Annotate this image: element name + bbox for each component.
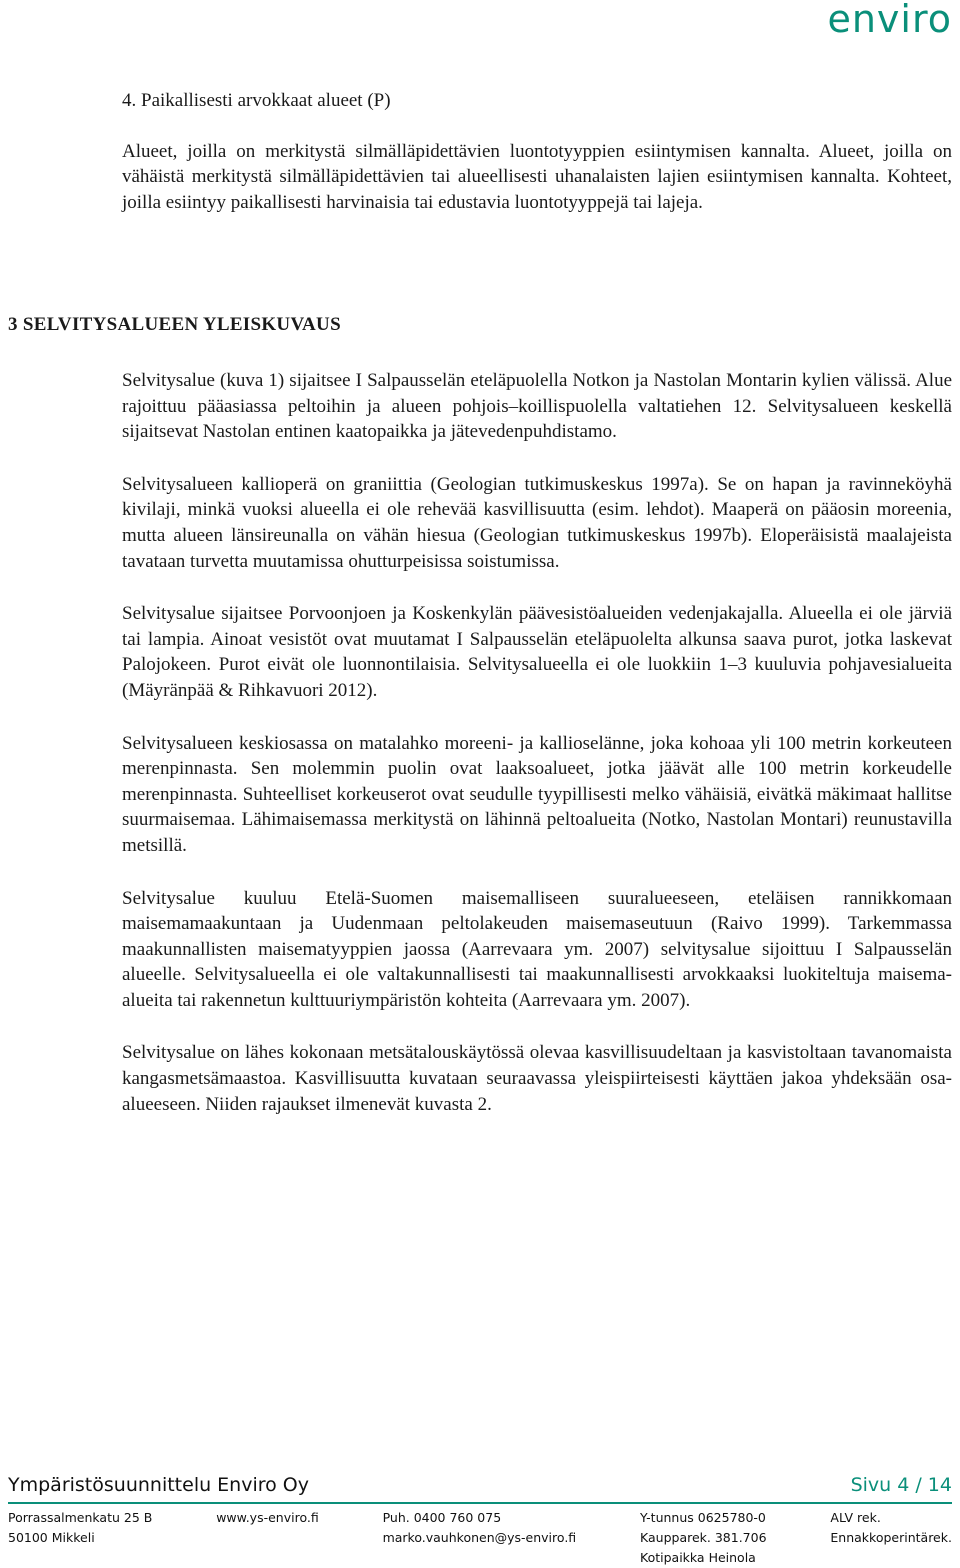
paragraph-topography: Selvitysalueen keskiosassa on matalahko moreeni- ja kallioselänne, joka kohoaa yli 100 metrin korkeuteen merenpinnasta. Sen molemmin puolin ovat laaksoalueet, jotka jäävät alle 100 metrin korkeudelle merenpinnasta. Suhteelliset korkeuserot ovat seudulle tyypillisesti melko vähäisiä, eivätkä mäkimaat hallitse suurmaisemaa. Lähimaisemassa merkitystä on lähinnä peltoalueita (Notko, Nastolan Montari) reunustavilla metsillä. (122, 732, 952, 856)
paragraph-waters: Selvitysalue sijaitsee Porvoonjoen ja Koskenkylän päävesistöalueiden vedenjakajalla. Alueella ei ole järviä tai lampia. Ainoat vesistöt ovat muutamat I Salpausselän eteläpuolelta alkunsa saava purot, jotka laskevat Palojokeen. Purot eivät ole luonnontilaisia. Selvitysalueella ei ole luokkiin 1–3 kuuluvia pohjavesialueita (Mäyränpää & Rihkavuori 2012). (122, 603, 952, 701)
paragraph-valuable-areas: Alueet, joilla on merkitystä silmälläpidettävien luontotyyppien esiintymisen kannalta. Alueet, joilla on vähäistä merkitystä silmälläpidettävien tai alueellisesti uhanalaisten lajien esiintymisen kannalta. Kohteet, joilla esiintyy paikallisesti harvinaisia tai edustavia luontotyyppejä tai lajeja. (122, 140, 952, 213)
page-footer (8, 1474, 952, 1568)
footer-email-link[interactable]: marko.vauhkonen@ys-enviro.fi (382, 1530, 577, 1545)
paragraph-vegetation: Selvitysalue on lähes kokonaan metsätalouskäytössä olevaa kasvillisuudeltaan ja kasvistoltaan tavanomaista kangasmetsämaastoa. Kasvillisuutta kuvataan seuraavassa yleispiirteisesti käyttäen jakoa yhdeksään osa-alueeseen. Niiden rajaukset ilmenevät kuvasta 2. (122, 1042, 952, 1115)
footer-top-row (8, 1474, 952, 1504)
paragraph-location: Selvitysalue (kuva 1) sijaitsee I Salpausselän eteläpuolella Notkon ja Nastolan Montarin kylien välissä. Alue rajoittuu pääasiassa peltoihin ja alueen pohjois–koillispuolella valtatiehen 12. Selvitysalueen keskellä sijaitsevat Nastolan entinen kaatopaikka ja jätevedenpuhdistamo. (122, 370, 952, 443)
footer-tax (830, 1508, 952, 1568)
footer-prepayment: Ennakkoperintärek. (830, 1530, 952, 1545)
paragraph-landscape: Selvitysalue kuuluu Etelä-Suomen maisemalliseen suuralueeseen, eteläisen rannikkomaan maisemamaakuntaan ja Uudenmaan peltolakeuden maisemaseutuun (Raivo 1999). Tarkemmassa maakunnallisten maisematyyppien jaossa (Aarrevaara ym. 2007) selvitysalue sijoittuu I Salpausselän alueelle. Selvitysalueella ei ole valtakunnallisesti tai maakunnallisesti arvokkaaksi luokiteltuja maisema-alueita tai rakennetun kulttuuriympäristön kohteita (Aarrevaara ym. 2007). (122, 887, 952, 1011)
footer-domicile: Kotipaikka Heinola (640, 1550, 756, 1565)
page-number: Sivu 4 / 14 (850, 1474, 952, 1496)
section-3-body (122, 368, 952, 1117)
footer-registry (640, 1508, 767, 1568)
enviro-logo: enviro (827, 0, 952, 41)
footer-phone: Puh. 0400 760 075 (382, 1510, 502, 1525)
document-body (122, 88, 952, 215)
paragraph-geology: Selvitysalueen kallioperä on graniittia (Geologian tutkimuskeskus 1997a). Se on hapan ja ravinneköyhä kivilaji, minkä vuoksi alueella ei ole rehevää kasvillisuutta (esim. lehdot). Maaperä on pääosin moreenia, mutta alueen länsireunalla on vähän hiesua (Geologian tutkimuskeskus 1997b). Eloperäisistä maalajeista tavataan turvetta muutamissa ohutturpeisissa soistumissa. (122, 473, 952, 572)
footer-web (216, 1508, 319, 1568)
footer-street: Porrassalmenkatu 25 B (8, 1510, 153, 1525)
section-heading: 3 SELVITYSALUEEN YLEISKUVAUS (8, 314, 341, 335)
footer-business-id: Y-tunnus 0625780-0 (640, 1510, 766, 1525)
footer-vat: ALV rek. (830, 1510, 881, 1525)
footer-address (8, 1508, 152, 1568)
footer-trade-register: Kaupparek. 381.706 (640, 1530, 767, 1545)
footer-contact (383, 1508, 577, 1568)
subsection-heading: 4. Paikallisesti arvokkaat alueet (P) (122, 90, 391, 111)
footer-company: Ympäristösuunnittelu Enviro Oy (8, 1474, 310, 1496)
footer-website-link[interactable]: www.ys-enviro.fi (216, 1510, 319, 1525)
footer-contact-columns (8, 1508, 952, 1568)
footer-city: 50100 Mikkeli (8, 1530, 95, 1545)
